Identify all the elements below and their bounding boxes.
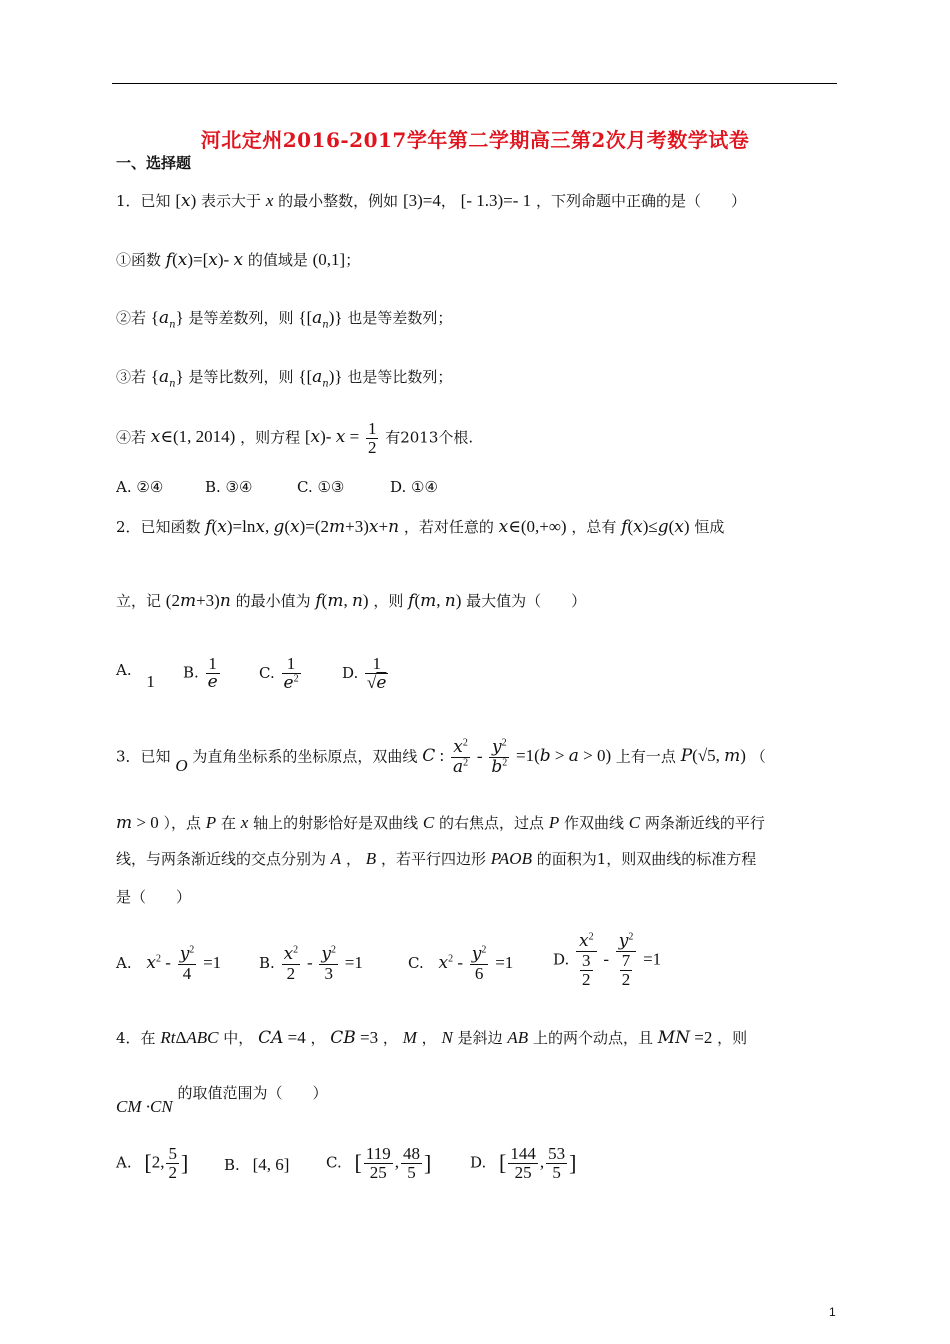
- text: 轴上的射影恰好是双曲线: [253, 814, 419, 832]
- text: 在: [220, 814, 236, 832]
- math: x∈(1, 2014): [150, 427, 236, 448]
- text: ，: [382, 1029, 398, 1047]
- q3-stem-2: [116, 812, 765, 833]
- fraction: $\frac{5}{2}$: [168, 1144, 177, 1182]
- q1-option-c: C. ①③: [297, 478, 345, 496]
- math: CB =3: [330, 1028, 379, 1048]
- text: 有2013个根.: [385, 428, 474, 447]
- text: 的最小值为: [235, 592, 311, 610]
- math: A: [330, 849, 342, 868]
- text: 的值域是: [247, 251, 308, 269]
- label: D.: [470, 1153, 487, 1172]
- math: PAOB: [490, 849, 532, 868]
- fraction: $\frac{x^2}{\frac{3}{2}}$: [576, 932, 597, 989]
- math: $\{a_n\}$: [150, 367, 184, 390]
- fraction: $\frac{y^2}{3}$: [321, 944, 337, 983]
- q1-option-a: A. ②④: [116, 478, 164, 496]
- math: C :: [422, 746, 445, 767]
- math: $x^2$ -: [146, 952, 171, 973]
- text: 4．在: [116, 1029, 156, 1047]
- math: ]: [180, 1150, 189, 1176]
- math: (0,1]: [312, 250, 346, 269]
- q3-option-b: [259, 945, 363, 983]
- math: =1: [643, 949, 662, 969]
- q3-stem-4: 是（ ）: [116, 888, 192, 906]
- math: Δ: [175, 1028, 187, 1047]
- text: 是等差数列，则: [188, 309, 294, 327]
- math: B: [365, 849, 377, 868]
- label: D.: [553, 950, 570, 969]
- text: 是斜边: [457, 1029, 503, 1047]
- q3-option-c: [408, 945, 513, 983]
- math: CM ·CN: [116, 1097, 173, 1116]
- math: =1(b > a > 0): [516, 746, 612, 767]
- text: 恒成: [694, 518, 725, 536]
- math: -: [306, 952, 313, 972]
- text: ，若平行四边形: [380, 850, 486, 868]
- q3-stem-3: [116, 848, 756, 869]
- label: C.: [326, 1153, 342, 1172]
- fraction: $\frac{144}{25}$: [510, 1144, 536, 1182]
- label: C.: [259, 663, 275, 682]
- text: ，则: [717, 1029, 748, 1047]
- math: M: [402, 1028, 417, 1047]
- label: A.: [116, 1153, 132, 1172]
- q4-option-a: [116, 1145, 188, 1182]
- math: =1: [203, 952, 222, 972]
- text: 也是等比数列；: [347, 368, 453, 386]
- text: ，下列命题中正确的是（ ）: [535, 192, 746, 210]
- math: [- 1.3)=- 1: [460, 191, 532, 210]
- q1-statement-3: [116, 366, 452, 389]
- text: 也是等差数列；: [347, 309, 453, 327]
- text: 两条渐近线的平行: [644, 814, 765, 832]
- math: =1: [344, 952, 363, 972]
- math: f(x)=[x)- x: [165, 250, 244, 270]
- text: 的面积为1，则双曲线的标准方程: [536, 850, 757, 868]
- math: ABC: [186, 1028, 219, 1047]
- text: ，: [310, 1029, 326, 1047]
- text: 最大值为（ ）: [466, 592, 587, 610]
- text: 2．已知函数: [116, 518, 201, 536]
- text: 中，: [223, 1029, 254, 1047]
- text: 表示大于: [201, 192, 262, 210]
- math: CA =4: [258, 1028, 306, 1048]
- text: ，总有: [571, 518, 617, 536]
- page-title: 河北定州2016-2017学年第二学期高三第2次月考数学试卷: [200, 128, 750, 152]
- math: 2,: [151, 1152, 165, 1172]
- math: C: [422, 813, 435, 832]
- q4-option-d: [470, 1145, 576, 1182]
- text: 立，记: [116, 592, 162, 610]
- label: A.: [116, 661, 132, 679]
- text: ），点: [163, 814, 202, 832]
- label: A.: [116, 953, 132, 972]
- fraction: $\frac{1}{2}$: [367, 419, 377, 457]
- q1-stem: 1．已知 [x) 表示大于 x 的最小整数，例如 [3)=4， [- 1.3)=- 1 ，下列命题中正确的是（ ）: [116, 191, 746, 211]
- label: C.: [408, 953, 424, 972]
- text: 是等比数列，则: [188, 368, 294, 386]
- label: D.: [342, 663, 359, 682]
- text: ，则: [373, 592, 404, 610]
- header-rule: [112, 83, 837, 84]
- q1-statement-4: [116, 420, 473, 457]
- fraction: $\frac{y^2}{4}$: [179, 944, 195, 983]
- math: f(x)≤g(x): [621, 517, 690, 537]
- math: P: [205, 813, 217, 832]
- math: O: [175, 756, 188, 776]
- label: B.: [259, 953, 275, 972]
- math: $\{[a_n)\}$: [298, 367, 343, 390]
- math: [: [499, 1150, 507, 1176]
- math: -: [603, 949, 609, 969]
- q1-option-b: B. ③④: [205, 478, 253, 496]
- text: （: [750, 747, 766, 766]
- math: x: [265, 191, 274, 210]
- math: =1: [495, 952, 514, 972]
- math: ,: [394, 1152, 399, 1172]
- text: 的右焦点，过点: [439, 814, 545, 832]
- q2-option-a: [116, 660, 155, 691]
- fraction: $\frac{1}{e}$: [207, 654, 218, 692]
- math: x∈(0,+∞): [498, 517, 567, 537]
- math: $x^2$ -: [438, 952, 464, 973]
- math: f(x)=lnx, g(x)=(2m+3)x+n: [205, 517, 400, 537]
- text: 上的两个动点，且: [532, 1029, 653, 1047]
- q3-option-a: [116, 945, 221, 983]
- math: [x)- x =: [304, 427, 360, 448]
- text: 的最小整数，例如: [278, 192, 399, 210]
- q2-stem: [116, 516, 724, 537]
- q4-option-b: [224, 1155, 289, 1175]
- math: AB: [507, 1028, 529, 1047]
- text: ①函数: [116, 251, 162, 269]
- math: [: [354, 1150, 362, 1176]
- label: B.: [224, 1156, 240, 1174]
- math: x: [240, 813, 249, 832]
- fraction: $\frac{1}{√e}$: [367, 654, 387, 693]
- math: ,: [539, 1152, 545, 1172]
- fraction: $\frac{y^2}{b^2}$: [491, 737, 508, 777]
- math: 1: [146, 672, 155, 691]
- math: f(m, n): [408, 591, 462, 611]
- text: 3．已知: [116, 747, 171, 766]
- q4-stem: [116, 1027, 747, 1048]
- text: 线，与两条渐近线的交点分别为: [116, 850, 327, 868]
- math: -: [476, 746, 483, 766]
- fraction: $\frac{x^2}{a^2}$: [452, 737, 469, 777]
- math: Rt: [160, 1028, 176, 1047]
- math: MN =2: [657, 1028, 713, 1048]
- fraction: $\frac{y^2}{\frac{7}{2}}$: [616, 932, 637, 989]
- q2-stem-2: [116, 590, 586, 611]
- fraction: $\frac{53}{5}$: [548, 1144, 566, 1182]
- math: [: [144, 1150, 152, 1176]
- math: [x): [175, 191, 197, 211]
- math: ]: [423, 1150, 432, 1176]
- q4-stem-2: [116, 1082, 328, 1116]
- math: (2m+3)n: [165, 591, 231, 611]
- q2-option-d: [342, 655, 390, 693]
- text: ，: [345, 850, 361, 868]
- section-heading: 一、选择题: [116, 154, 192, 172]
- math: [4, 6]: [252, 1155, 290, 1174]
- math: C: [628, 813, 641, 832]
- q3-stem: [116, 738, 766, 777]
- fraction: $\frac{y^2}{6}$: [471, 944, 487, 983]
- text: 的取值范围为（ ）: [177, 1084, 328, 1102]
- label: B.: [183, 663, 199, 682]
- math: P(√5, m): [680, 746, 746, 767]
- math: N: [441, 1028, 453, 1047]
- math: ]: [569, 1150, 577, 1176]
- math: [3)=4: [402, 191, 441, 210]
- fraction: $\frac{x^2}{2}$: [283, 944, 299, 983]
- text: ，: [421, 1029, 437, 1047]
- math: $\{[a_n)\}$: [298, 308, 343, 331]
- fraction: $\frac{1}{e^2}$: [283, 654, 299, 693]
- text: 上有一点: [615, 747, 676, 766]
- q1-lead: 1．已知: [116, 192, 171, 210]
- math: P: [548, 813, 560, 832]
- text: ，若对任意的: [403, 518, 494, 536]
- q1-option-d: D. ①④: [390, 478, 438, 496]
- q2-option-c: [259, 655, 303, 693]
- q2-option-b: [183, 655, 222, 692]
- text: ④若: [116, 428, 147, 447]
- page-number: 1: [829, 1305, 836, 1319]
- math: $\{a_n\}$: [150, 308, 184, 331]
- fraction: $\frac{48}{5}$: [402, 1144, 420, 1182]
- text: 为直角坐标系的坐标原点，双曲线: [192, 747, 418, 766]
- q4-option-c: [326, 1145, 431, 1182]
- text: ③若: [116, 368, 147, 386]
- text: ②若: [116, 309, 147, 327]
- q1-statement-1: ①函数 f(x)=[x)- x 的值域是 (0,1]；: [116, 250, 361, 270]
- fraction: $\frac{119}{25}$: [365, 1144, 391, 1182]
- text: 作双曲线: [563, 814, 624, 832]
- text: ，则方程: [240, 428, 301, 447]
- math: f(m, n): [315, 591, 369, 611]
- math: m > 0: [116, 813, 159, 833]
- q1-statement-2: [116, 307, 452, 330]
- q3-option-d: [553, 932, 661, 989]
